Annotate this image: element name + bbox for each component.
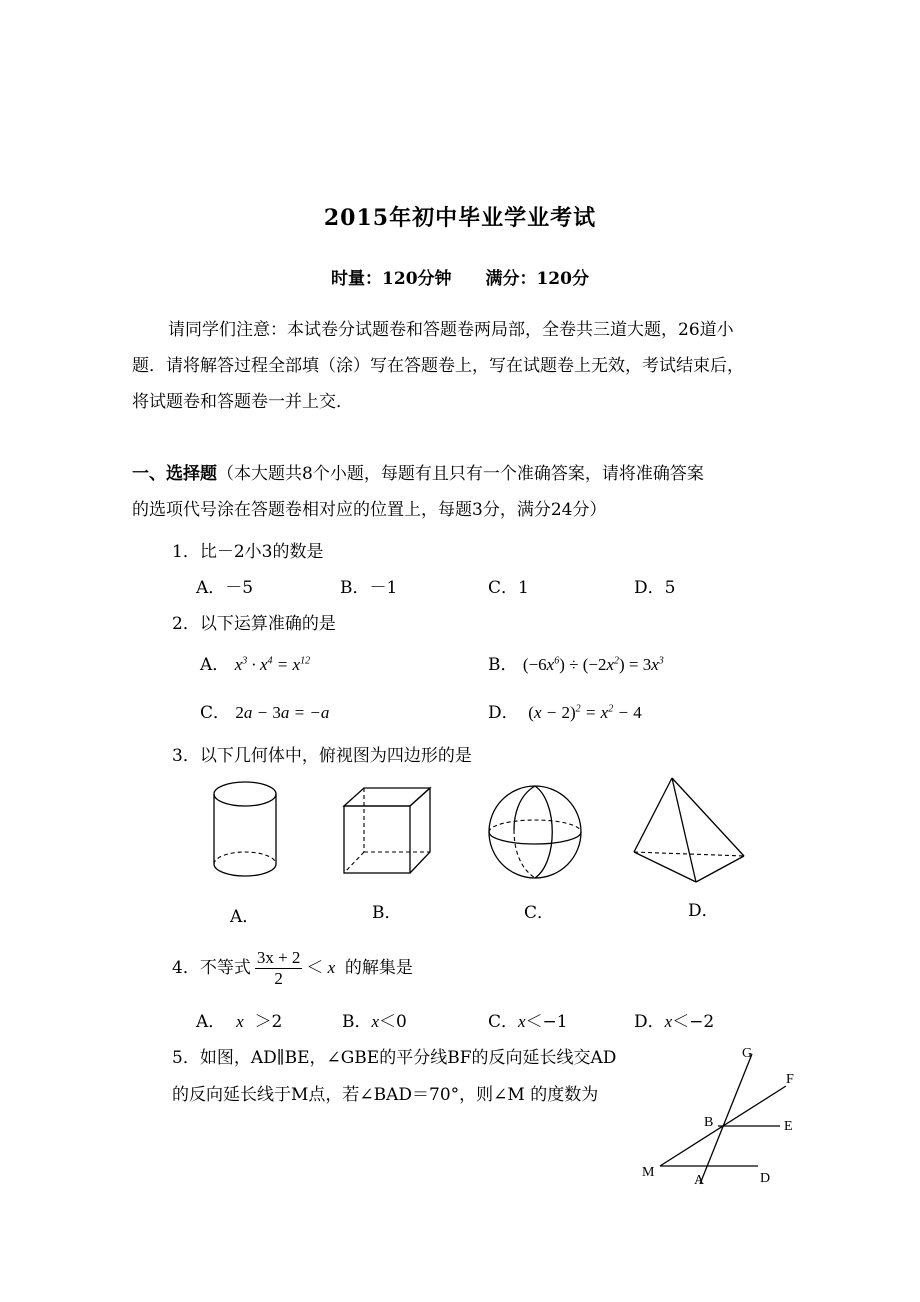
label-b: B — [704, 1115, 714, 1130]
notice-line-2: 题．请将解答过程全部填（涂）写在答题卷上，写在试题卷上无效，考试结束后， — [132, 356, 744, 376]
q2-label-b: B． — [488, 655, 518, 675]
notice-line-3: 将试题卷和答题卷一并上交． — [132, 392, 353, 412]
q4-label-c: C． — [488, 1012, 519, 1032]
q1-stem: 1．比－2小3的数是 — [172, 542, 324, 562]
q4-option-b: B．x＜0 — [342, 1012, 407, 1032]
q2-label-d: D． — [488, 703, 519, 723]
exam-full-score: 满分：120分 — [485, 269, 589, 289]
label-a: A — [694, 1173, 705, 1188]
q2-option-b — [488, 650, 664, 675]
q4-label-b: B． — [342, 1012, 372, 1032]
q1-option-b: B．－1 — [340, 578, 398, 598]
q4-frac-num: 3x + 2 — [256, 948, 301, 967]
q2-formula-a: $x^3 \cdot x^4 = x^{12}$ — [234, 655, 311, 674]
q4-option-c: C．x＜−1 — [488, 1012, 568, 1032]
notice-line-1: 请同学们注意：本试卷分试题卷和答题卷两局部，全卷共三道大题，26道小 — [168, 320, 734, 340]
q3-label-b: B． — [372, 903, 402, 923]
cylinder-icon — [210, 780, 282, 885]
q3-label-c: C． — [524, 903, 555, 923]
label-g: G — [742, 1046, 753, 1061]
q3-stem: 3．以下几何体中，俯视图为四边形的是 — [172, 746, 472, 766]
q5-geometry-figure — [636, 1040, 806, 1190]
q2-stem: 2．以下运算准确的是 — [172, 614, 336, 634]
exam-duration: 时量：120分钟 — [331, 269, 452, 289]
q2-option-c — [200, 698, 329, 723]
q4-label-a: A． — [196, 1012, 226, 1032]
q4-frac-den: 2 — [274, 969, 283, 988]
q2-formula-b: $(-6x^6) \div (-2x^2) = 3x^3$ — [522, 655, 664, 674]
label-e: E — [784, 1119, 793, 1134]
q1-option-d: D．5 — [634, 578, 676, 598]
label-m: M — [642, 1165, 655, 1180]
q2-label-c: C． — [200, 703, 231, 723]
q2-label-a: A． — [200, 655, 230, 675]
cube-icon — [342, 786, 434, 878]
label-d: D — [760, 1171, 771, 1186]
q2-option-d — [488, 698, 642, 723]
section1-desc-2: 的选项代号涂在答题卷相对应的位置上，每题3分，满分24分） — [132, 500, 607, 520]
q2-formula-d: $(x - 2)^2 = x^2 - 4$ — [528, 703, 642, 722]
section1-desc-1: （本大题共8个小题，每题有且只有一个准确答案，请将准确答案 — [217, 464, 704, 484]
q1-option-c: C．1 — [488, 578, 529, 598]
q4-option-d: D．x＜−2 — [634, 1012, 715, 1032]
q5-line-1: 5．如图，AD∥BE，∠GBE的平分线BF的反向延长线交AD — [172, 1048, 617, 1068]
sphere-icon — [488, 780, 588, 888]
exam-meta — [0, 264, 920, 289]
q4-label-d: D． — [634, 1012, 665, 1032]
q5-line-2: 的反向延长线于M点，若∠BAD＝70°，则∠M 的度数为 — [172, 1085, 599, 1105]
label-f: F — [786, 1072, 794, 1087]
q2-formula-c: 2a − 3a = −a — [235, 703, 330, 722]
q4-option-a: A． x ＞2 — [196, 1012, 283, 1032]
q2-option-a — [200, 650, 310, 675]
q4-stem-prefix: 4．不等式 — [172, 958, 251, 978]
q4-fraction — [255, 948, 303, 989]
pyramid-icon — [630, 776, 748, 888]
q3-label-d: D． — [688, 901, 719, 921]
exam-title: 2015年初中毕业学业考试 — [323, 205, 597, 231]
q3-label-a: A． — [230, 907, 260, 927]
q4-stem: 4．不等式 $\frac{3x + 2}{2}$ ＜ x 的解集是 — [172, 948, 413, 988]
q1-option-a: A．－5 — [196, 578, 254, 598]
section1-heading-line — [132, 456, 704, 492]
q4-stem-suffix: 的解集是 — [344, 958, 413, 978]
section1-heading: 一、选择题 — [132, 464, 217, 484]
